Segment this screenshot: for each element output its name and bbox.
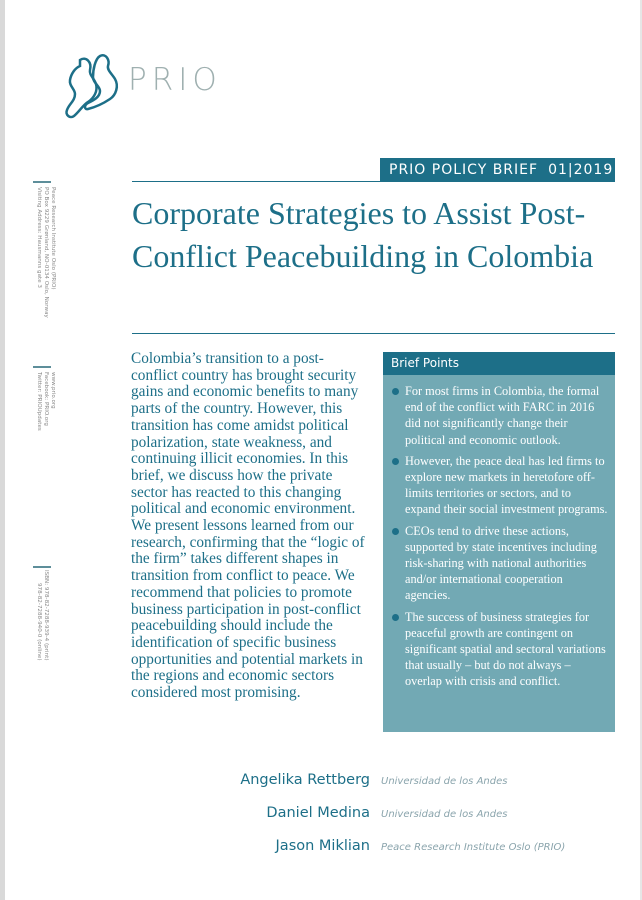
brief-point-text: For most firms in Colombia, the formal end of the conflict with FARC in 2016 did not significantly change their political and economic outlook. <box>405 384 600 447</box>
policy-brief-banner <box>380 158 615 182</box>
list-item <box>405 383 609 448</box>
author-row <box>150 838 620 871</box>
title-rule <box>132 333 615 334</box>
sidebar-rule <box>33 366 51 368</box>
author-name: Jason Miklian <box>275 838 370 854</box>
twitter-link[interactable]: Twitter: PRIOUpdates <box>36 372 42 431</box>
address-text <box>35 187 56 318</box>
banner-year: 2019 <box>573 162 614 178</box>
brief-points-list <box>383 375 615 690</box>
bullet-icon <box>392 458 399 465</box>
isbn-print: ISBN: 978-82-7288-939-4 (print) <box>43 570 49 661</box>
facebook-link[interactable]: Facebook: PRIO.org <box>43 372 49 426</box>
author-row <box>150 772 620 805</box>
page-edge <box>0 0 5 900</box>
bullet-icon <box>392 388 399 395</box>
brief-points-heading: Brief Points <box>383 352 615 375</box>
isbn-online: 978-82-7288-940-0 (online) <box>36 582 42 661</box>
author-name: Daniel Medina <box>266 805 370 821</box>
banner-number: 01 <box>548 162 568 178</box>
logo-text: PRIO <box>128 62 222 98</box>
brief-points-box <box>383 352 615 732</box>
sidebar-rule <box>33 181 51 183</box>
author-affiliation: Peace Research Institute Oslo (PRIO) <box>381 842 566 853</box>
banner-label: PRIO POLICY BRIEF <box>389 162 539 178</box>
author-affiliation: Universidad de los Andes <box>381 776 508 787</box>
social-text <box>35 372 56 431</box>
list-item <box>405 453 609 518</box>
address-line: PO Box 9229 Grønland, NO-0134 Oslo, Norway <box>43 187 49 318</box>
author-list <box>150 772 620 871</box>
author-name: Angelika Rettberg <box>240 772 370 788</box>
banner-separator: | <box>567 162 574 178</box>
sidebar-rule <box>33 566 51 568</box>
author-row <box>150 805 620 838</box>
brief-point-text: CEOs tend to drive these actions, supported by state incentives including risk-sharing with national authorities and/or international cooperation agencies. <box>405 523 597 603</box>
address-line: Visiting Address: Hausmanns gate 3 <box>36 187 42 288</box>
prio-figures-icon <box>62 52 124 122</box>
brief-point-text: The success of business strategies for peaceful growth are contingent on significant spatial and sectoral variations that usually – but do not always – overlap with crisis and conflict. <box>405 609 606 689</box>
list-item <box>405 523 609 604</box>
summary-text: Colombia’s transition to a post-conflict country has brought security gains and economic benefits to many parts of the country. However, this transition has come amidst political polarization, state weakness, and continuing illicit economies. In this brief, we discuss how the private sector has reacted to this changing political and economic environment. We present lessons learned from our research, confirming that the “logic of the firm” takes different shapes in transition from conflict to peace. We recommend that policies to promote business participation in post-conflict peacebuilding should include the identification of specific business opportunities and potential markets in the regions and economic sectors considered most promising. <box>131 350 365 702</box>
bullet-icon <box>392 528 399 535</box>
bullet-icon <box>392 614 399 621</box>
author-affiliation: Universidad de los Andes <box>381 809 508 820</box>
prio-logo <box>62 52 222 122</box>
website-link[interactable]: www.prio.org <box>50 372 56 409</box>
page-title: Corporate Strategies to Assist Post-Conflict Peacebuilding in Colombia <box>132 195 594 274</box>
brief-point-text: However, the peace deal has led firms to explore new markets in heretofore off-limits territories or sectors, and to expand their social investment programs. <box>405 453 608 517</box>
address-line: Peace Research Institute Oslo (PRIO) <box>50 187 56 290</box>
isbn-text <box>35 570 49 661</box>
list-item <box>405 609 609 690</box>
